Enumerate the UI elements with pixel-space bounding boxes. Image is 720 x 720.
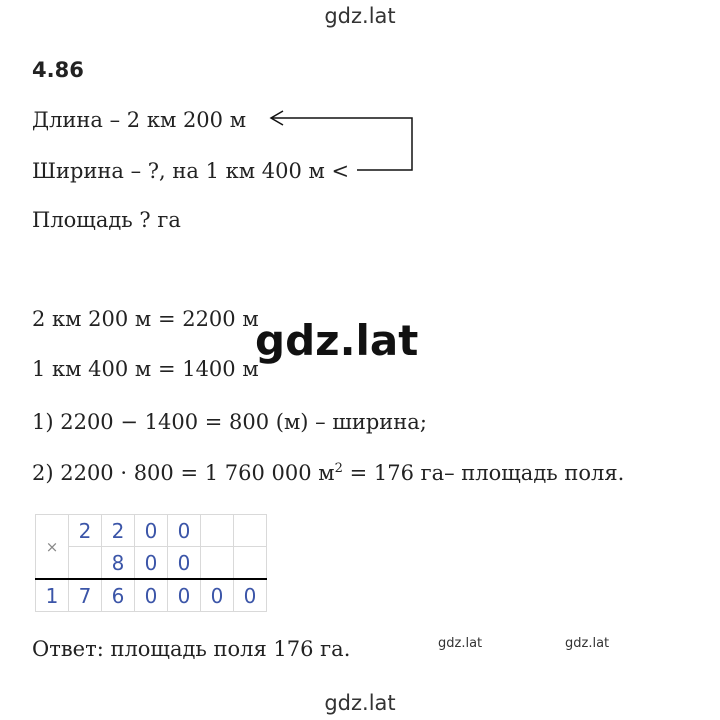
digit-cell: 2	[69, 515, 102, 547]
answer-line: Ответ: площадь поля 176 га.	[32, 637, 351, 661]
watermark-small-left: gdz.lat	[438, 636, 483, 651]
step-2-tail: = 176 га– площадь поля.	[342, 461, 625, 485]
digit-cell: 7	[69, 579, 102, 612]
arrow-bracket-line	[272, 118, 412, 170]
given-width: Ширина – ?, на 1 км 400 м <	[32, 159, 350, 183]
digit-cell: 0	[168, 547, 201, 580]
digit-cell: 8	[102, 547, 135, 580]
step-1-width: 1) 2200 − 1400 = 800 (м) – ширина;	[32, 410, 427, 434]
digit-cell: 0	[168, 579, 201, 612]
digit-cell: 1	[36, 579, 69, 612]
digit-cell: 0	[135, 579, 168, 612]
step-2-area	[32, 461, 624, 485]
digit-cell	[69, 547, 102, 580]
digit-cell: 0	[135, 547, 168, 580]
multiplicand-row	[36, 515, 267, 547]
step-2-exponent: 2	[334, 461, 343, 476]
product-row	[36, 579, 267, 612]
multiplier-row	[36, 547, 267, 580]
step-2-main: 2) 2200 · 800 = 1 760 000 м	[32, 461, 335, 485]
conversion-length: 2 км 200 м = 2200 м	[32, 307, 259, 331]
digit-cell	[234, 515, 267, 547]
digit-cell: 0	[234, 579, 267, 612]
given-length: Длина – 2 км 200 м	[32, 108, 247, 132]
digit-cell: 0	[168, 515, 201, 547]
digit-cell	[201, 547, 234, 580]
watermark-center: gdz.lat	[255, 316, 419, 365]
multiply-operator: ×	[36, 515, 69, 580]
column-multiplication	[35, 514, 267, 612]
watermark-top: gdz.lat	[324, 4, 396, 28]
watermark-bottom: gdz.lat	[324, 691, 396, 715]
watermark-small-right: gdz.lat	[565, 636, 610, 651]
digit-cell: 0	[135, 515, 168, 547]
digit-cell: 2	[102, 515, 135, 547]
digit-cell: 0	[201, 579, 234, 612]
digit-cell	[201, 515, 234, 547]
problem-number: 4.86	[32, 58, 84, 82]
digit-cell	[234, 547, 267, 580]
digit-cell: 6	[102, 579, 135, 612]
question-area: Площадь ? га	[32, 208, 181, 232]
conversion-difference: 1 км 400 м = 1400 м	[32, 357, 259, 381]
